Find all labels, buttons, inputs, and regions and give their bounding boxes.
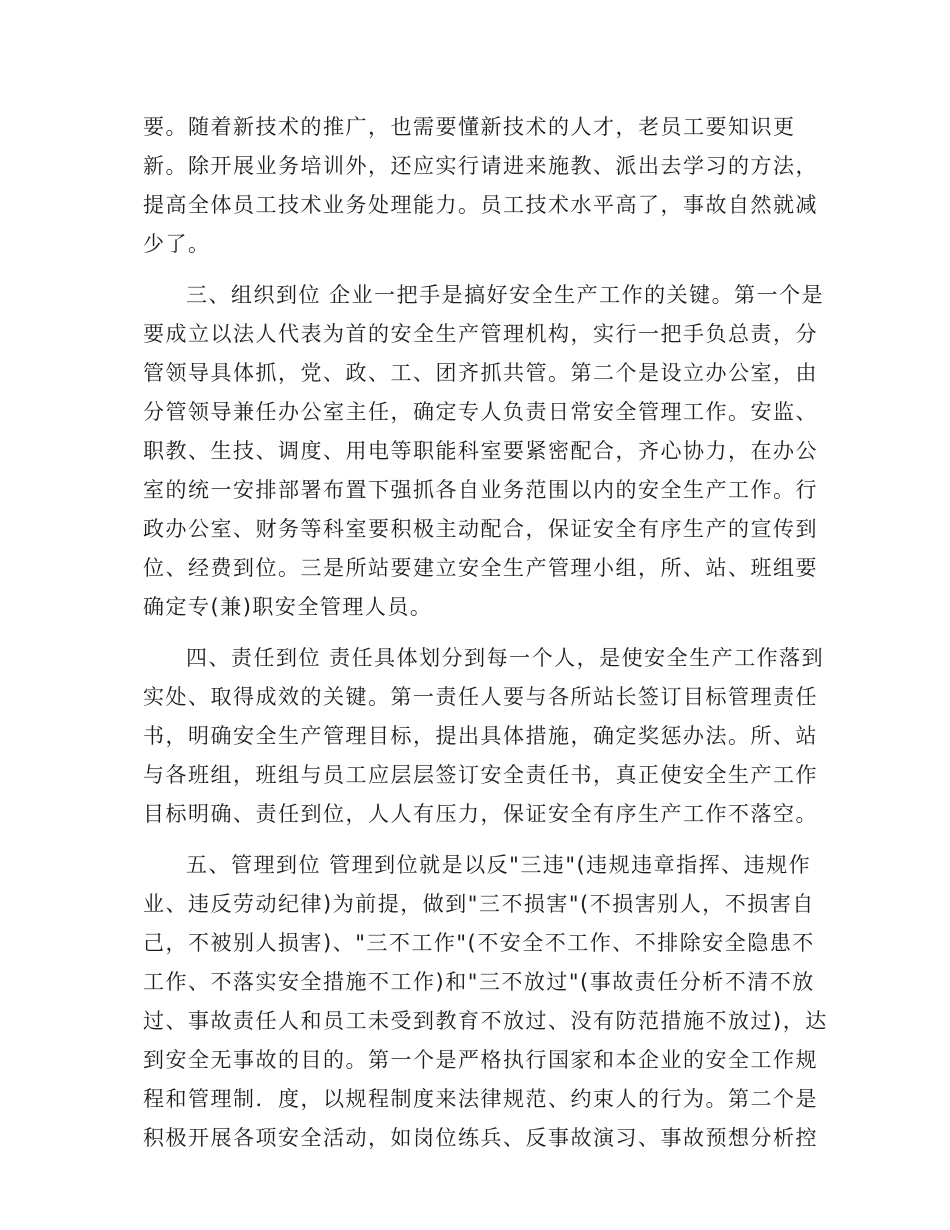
text-line: 提高全体员工技术业务处理能力。员工技术水平高了，事故自然就减	[143, 193, 818, 217]
text-line: 目标明确、责任到位，人人有压力，保证安全有序生产工作不落空。	[143, 802, 818, 826]
text-line: 实处、取得成效的关键。第一责任人要与各所站长签订目标管理责任	[143, 685, 818, 709]
text-line: 己，不被别人损害)、"三不工作"(不安全不工作、不排除安全隐患不	[143, 931, 815, 955]
text-line: 职教、生技、调度、用电等职能科室要紧密配合，齐心协力，在办公	[143, 439, 818, 463]
text-line: 过、事故责任人和员工未受到教育不放过、没有防范措施不放过)，达	[143, 1009, 828, 1033]
text-line: 室的统一安排部署布置下强抓各自业务范围以内的安全生产工作。行	[143, 478, 818, 502]
text-line: 到安全无事故的目的。第一个是严格执行国家和本企业的安全工作规	[143, 1048, 818, 1072]
text-line: 政办公室、财务等科室要积极主动配合，保证安全有序生产的宣传到	[143, 517, 818, 541]
text-line: 少了。	[143, 232, 211, 256]
text-line: 四、责任到位 责任具体划分到每一个人，是使安全生产工作落到	[186, 646, 825, 670]
text-line: 位、经费到位。三是所站要建立安全生产管理小组，所、站、班组要	[143, 556, 818, 580]
text-line: 管领导具体抓，党、政、工、团齐抓共管。第二个是设立办公室，由	[143, 361, 818, 385]
text-line: 五、管理到位 管理到位就是以反"三违"(违规违章指挥、违规作	[186, 853, 812, 877]
text-line: 要成立以法人代表为首的安全生产管理机构，实行一把手负总责，分	[143, 322, 818, 346]
text-line: 要。随着新技术的推广，也需要懂新技术的人才，老员工要知识更	[143, 115, 796, 139]
text-line: 积极开展各项安全活动，如岗位练兵、反事故演习、事故预想分析控	[143, 1126, 818, 1150]
text-line: 确定专(兼)职安全管理人员。	[143, 595, 433, 619]
text-line: 分管领导兼任办公室主任，确定专人负责日常安全管理工作。安监、	[143, 400, 818, 424]
text-line: 三、组织到位 企业一把手是搞好安全生产工作的关键。第一个是	[186, 283, 825, 307]
text-line: 工作、不落实安全措施不工作)和"三不放过"(事故责任分析不清不放	[143, 970, 815, 994]
text-line: 书，明确安全生产管理目标，提出具体措施，确定奖惩办法。所、站	[143, 724, 818, 748]
text-line: 新。除开展业务培训外，还应实行请进来施教、派出去学习的方法，	[143, 154, 818, 178]
text-line: 与各班组，班组与员工应层层签订安全责任书，真正使安全生产工作	[143, 763, 818, 787]
text-line: 业、违反劳动纪律)为前提，做到"三不损害"(不损害别人，不损害自	[143, 892, 815, 916]
text-line: 程和管理制．度，以规程制度来法律规范、约束人的行为。第二个是	[143, 1087, 818, 1111]
